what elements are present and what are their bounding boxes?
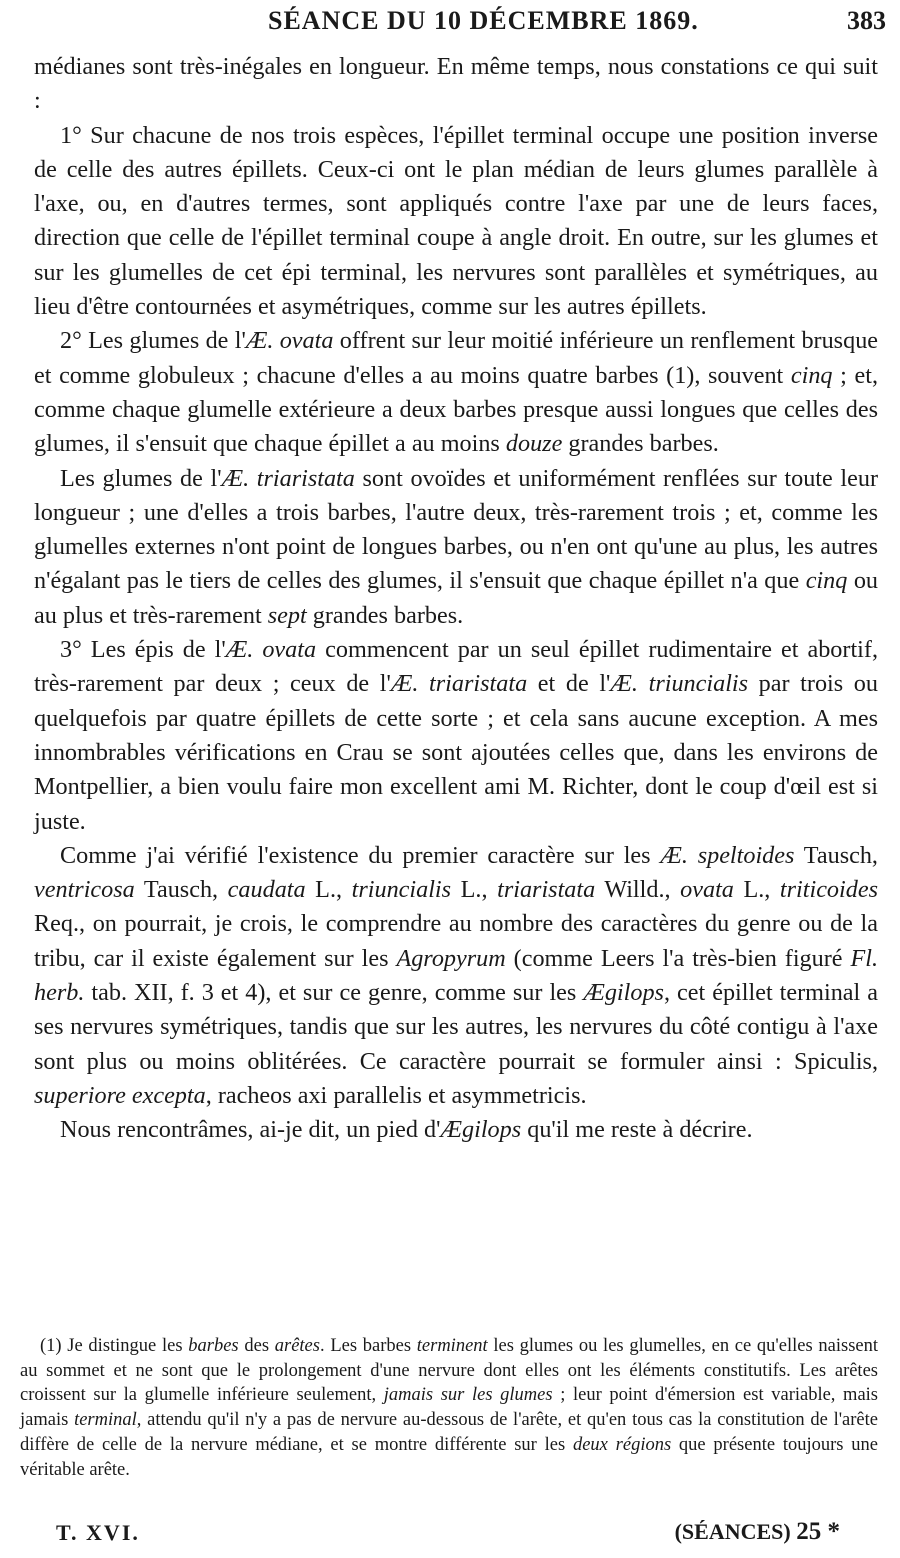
text-run: ; et, comme chaque glumelle extérieure a deux barbes presque aussi longues que celles des glumes, il s'ensuit que chaque épillet a au moins	[34, 361, 878, 458]
text-run: , attendu qu'il n'y a pas de nervure au-dessous de l'arête, et qu'en tous cas la constitution de l'arête diffère de celle de la nervure médiane, et se montre différente sur les	[20, 1410, 878, 1455]
text-run: 3° Les épis de l'	[60, 636, 226, 664]
taxon-italic: ovata	[680, 876, 734, 904]
page-number: 383	[847, 6, 886, 35]
emphasis-italic: terminent	[416, 1336, 488, 1356]
text-run: Willd.,	[595, 876, 681, 904]
paragraph-1	[34, 119, 878, 325]
taxon-italic: Ægilops	[583, 979, 664, 1007]
signature-number: 25 *	[796, 1518, 840, 1545]
text-run: Tausch,	[134, 876, 228, 904]
text-run: et de l'	[527, 670, 611, 698]
emphasis-italic: sept	[267, 601, 307, 629]
text-run: L.,	[451, 876, 498, 904]
text-run: Comme j'ai vérifié l'existence du premier caractère sur les	[60, 841, 661, 869]
text-run: . Les barbes	[319, 1336, 417, 1356]
emphasis-italic: deux régions	[572, 1434, 672, 1455]
page-footer	[0, 1518, 900, 1552]
text-run: ou au plus et très-rarement	[34, 567, 879, 629]
taxon-italic: caudata	[227, 876, 306, 904]
running-head: SÉANCE DU 10 DÉCEMBRE 1869.	[268, 6, 699, 35]
text-run: L.,	[305, 876, 352, 904]
taxon-italic: Æ. triaristata	[390, 670, 528, 698]
latin-italic: superiore excepta	[34, 1081, 206, 1109]
text-run: ; leur point d'émersion est variable, mais jamais	[20, 1385, 878, 1431]
emphasis-italic: jamais sur les glumes	[383, 1385, 553, 1406]
text-run: tab. XII, f. 3 et 4), et sur ce genre, comme sur les	[84, 979, 584, 1007]
paragraph-2	[34, 324, 878, 461]
text-run: les glumes ou les glumelles, en ce qu'elles naissent au sommet et ne sont que le prolongement d'une nervure dont elles ont les éléments constitutifs. Les arêtes croissent sur la glumelle inférieure seulement,	[20, 1336, 878, 1406]
text-run: 1° Sur chacune de nos trois espèces, l'épillet terminal occupe une position inverse de celle des autres épillets. Ceux-ci ont le plan médian de leurs glumes parallèle à l'axe, ou, en d'autres termes, sont appliqués contre l'axe par une de leurs faces, direction que celle de l'épillet terminal coupe à angle droit. En outre, sur les glumes et sur les glumelles de cet épi terminal, les nervures sont parallèles et symétriques, au lieu d'être contournées et asymétriques, comme sur les autres épillets.	[34, 121, 878, 321]
text-run: Les glumes de l'	[60, 464, 222, 492]
paragraph-3	[34, 462, 878, 633]
taxon-italic: triaristata	[497, 876, 596, 904]
page-header	[0, 4, 900, 40]
emphasis-italic: cinq	[805, 567, 848, 595]
main-text	[34, 50, 878, 1148]
paragraph-6	[34, 1113, 878, 1147]
paragraph-4	[34, 633, 878, 839]
taxon-italic: triticoides	[779, 876, 878, 904]
text-run: , racheos axi parallelis et asymmetricis.	[205, 1081, 587, 1109]
text-run: grandes barbes.	[306, 601, 464, 629]
text-run: L.,	[733, 876, 780, 904]
taxon-italic: Æ. triuncialis	[610, 670, 749, 698]
text-run: Req., on pourrait, je crois, le comprendre au nombre des caractères du genre ou de la tribu, car il existe également sur les	[34, 910, 878, 972]
volume-label: T. XVI.	[56, 1520, 140, 1545]
text-run: grandes barbes.	[562, 430, 719, 458]
emphasis-italic: cinq	[790, 361, 833, 389]
taxon-italic: Ægilops	[440, 1116, 522, 1144]
text-run: commencent par un seul épillet rudimentaire et abortif, très-rarement par deux ; ceux de l'	[34, 636, 879, 698]
emphasis-italic: douze	[505, 430, 563, 458]
signature-label: (SÉANCES)	[674, 1519, 791, 1544]
text-run: Tausch,	[794, 841, 878, 869]
text-run: Nous rencontrâmes, ai-je dit, un pied d'	[60, 1116, 441, 1144]
text-run: qu'il me reste à décrire.	[521, 1116, 753, 1144]
text-run: , cet épillet terminal a ses nervures symétriques, tandis que sur les autres, les nervures du côté contigu à l'axe sont plus ou moins oblitérées. Ce caractère pourrait se formuler ainsi : Spiculis,	[34, 979, 878, 1075]
taxon-italic: triuncialis	[351, 876, 452, 904]
text-run: 2° Les glumes de l'	[60, 327, 246, 355]
emphasis-italic: terminal	[74, 1410, 137, 1431]
text-run: (comme Leers l'a très-bien figuré	[505, 944, 851, 972]
text-run: des	[238, 1336, 275, 1356]
text-run: que présente toujours une véritable arête.	[20, 1434, 878, 1480]
footnote-1	[20, 1334, 878, 1482]
paragraph-continuation	[34, 50, 878, 119]
emphasis-italic: barbes	[188, 1336, 239, 1356]
footnote	[20, 1334, 878, 1482]
text-run: sont ovoïdes et uniformément renflées sur toute leur longueur ; une d'elles a trois barbes, l'autre deux, très-rarement trois ; et, comme les glumelles externes n'ont point de longues barbes, ou n'en ont qu'une au plus, les autres n'égalant pas le tiers de celles des glumes, il s'ensuit que chaque épillet n'a que	[34, 464, 878, 595]
text-run: par trois ou quelquefois par quatre épillets de cette sorte ; et cela sans aucune exception. A mes innombrables vérifications en Crau se sont ajoutées celles que, dans les environs de Montpellier, a bien voulu faire mon excellent ami M. Richter, dont le coup d'œil est si juste.	[34, 670, 878, 835]
text-run: médianes sont très-inégales en longueur. En même temps, nous constations ce qui suit :	[34, 53, 878, 115]
text-run: offrent sur leur moitié inférieure un renflement brusque et comme globuleux ; chacune d'elles a au moins quatre barbes (1), souvent	[34, 327, 879, 389]
taxon-italic: ventricosa	[34, 876, 135, 904]
text-run: (1) Je distingue les	[40, 1336, 189, 1356]
emphasis-italic: arêtes	[274, 1336, 320, 1356]
taxon-italic: Æ. ovata	[225, 636, 317, 664]
taxon-italic: Agropyrum	[396, 944, 506, 972]
citation-italic: Fl. herb.	[34, 944, 878, 1007]
taxon-italic: Æ. ovata	[245, 327, 334, 355]
taxon-italic: Æ. speltoides	[660, 841, 795, 869]
signature-mark	[675, 1518, 840, 1546]
taxon-italic: Æ. triaristata	[221, 464, 355, 492]
paragraph-5	[34, 839, 878, 1113]
